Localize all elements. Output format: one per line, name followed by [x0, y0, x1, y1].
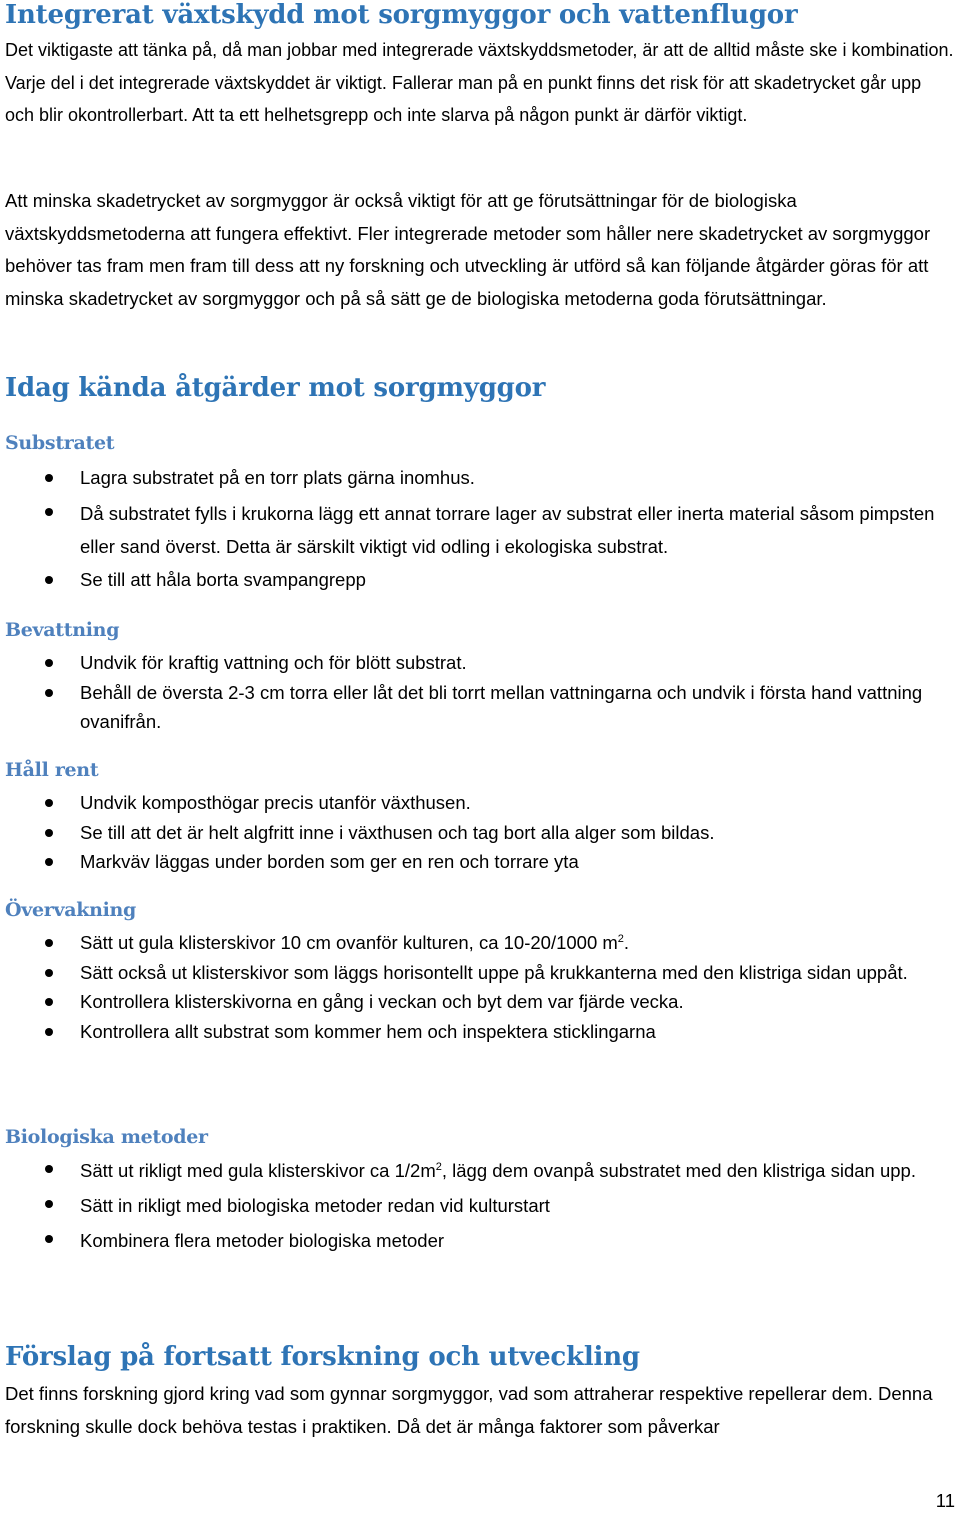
list-item: Kontrollera allt substrat som kommer hem och inspektera sticklingarna: [5, 1017, 955, 1047]
research-heading: Förslag på fortsatt forskning och utveckling: [5, 1342, 640, 1372]
list-item: [5, 928, 955, 958]
section-title-overvakning: Övervakning: [5, 899, 137, 921]
list-item: Markväv läggas under borden som ger en ren och torrare yta: [5, 847, 955, 877]
list-item: Kombinera flera metoder biologiska metoder: [5, 1224, 955, 1257]
overvakning-list: [5, 928, 955, 1046]
research-paragraph: Det finns forskning gjord kring vad som gynnar sorgmyggor, vad som attraherar respektive repellerar dem. Denna forskning skulle dock behöva testas i praktiken. Då det är många faktorer som påverkar: [5, 1383, 933, 1437]
list-item: Undvik komposthögar precis utanför växthusen.: [5, 788, 955, 818]
list-item-tail: , lägg dem ovanpå substratet med den klistriga sidan upp.: [441, 1160, 916, 1181]
list-item: Sätt in rikligt med biologiska metoder redan vid kulturstart: [5, 1189, 955, 1222]
list-item-tail: .: [623, 932, 630, 953]
superscript: 2: [617, 932, 624, 945]
list-item: [5, 1154, 955, 1187]
section-title-biologiska: Biologiska metoder: [5, 1126, 208, 1148]
page-number: 11: [935, 1490, 955, 1511]
list-item: Undvik för kraftig vattning och för blött substrat.: [5, 648, 955, 678]
biologiska-list: [5, 1154, 955, 1257]
section-title-bevattning: Bevattning: [5, 619, 120, 641]
main-heading: Integrerat växtskydd mot sorgmyggor och vattenflugor: [5, 0, 798, 30]
hall-rent-list: [5, 788, 955, 877]
bevattning-list: [5, 648, 955, 737]
list-item: Sätt också ut klisterskivor som läggs horisontellt uppe på krukkanterna med den klistriga sidan uppåt.: [5, 958, 955, 988]
superscript: 2: [435, 1160, 442, 1173]
list-item-text: Sätt ut gula klisterskivor 10 cm ovanför kulturen, ca 10-20/1000 m: [80, 932, 618, 953]
measures-heading: Idag kända åtgärder mot sorgmyggor: [5, 373, 546, 403]
list-item: Behåll de översta 2-3 cm torra eller låt det bli torrt mellan vattningarna och undvik i första hand vattning ovanifrån.: [5, 678, 955, 737]
list-item: Då substratet fylls i krukorna lägg ett annat torrare lager av substrat eller inerta material såsom pimpsten eller sand överst. Detta är särskilt viktigt vid odling i ekologiska substrat.: [5, 497, 955, 563]
list-item: Lagra substratet på en torr plats gärna inomhus.: [5, 463, 955, 493]
list-item: Kontrollera klisterskivorna en gång i veckan och byt dem var fjärde vecka.: [5, 987, 955, 1017]
intro-paragraph-2: Att minska skadetrycket av sorgmyggor är också viktigt för att ge förutsättningar för de biologiska växtskyddsmetoderna att fungera effektivt. Fler integrerade metoder som håller nere skadetrycket av sorgmyggor behöver tas fram men fram till dess att ny forskning och utveckling är utförd så kan följande åtgärder göras för att minska skadetrycket av sorgmyggor och på så sätt ge de biologiska metoderna goda förutsättningar.: [5, 190, 931, 310]
section-title-hall-rent: Håll rent: [5, 759, 99, 781]
list-item-text: Sätt ut rikligt med gula klisterskivor ca 1/2m: [80, 1160, 436, 1181]
list-item: Se till att håla borta svampangrepp: [5, 565, 955, 595]
section-title-substratet: Substratet: [5, 432, 115, 454]
intro-paragraph-1: Det viktigaste att tänka på, då man jobbar med integrerade växtskyddsmetoder, är att de alltid måste ske i kombination. Varje del i det integrerade växtskyddet är viktigt. Fallerar man på en punkt finns det risk för att skadetrycket går upp och blir okontrollerbart. Att ta ett helhetsgrepp och inte slarva på någon punkt är därför viktigt.: [5, 40, 954, 126]
list-item: Se till att det är helt algfritt inne i växthusen och tag bort alla alger som bildas.: [5, 818, 955, 848]
substratet-list: [5, 463, 955, 594]
